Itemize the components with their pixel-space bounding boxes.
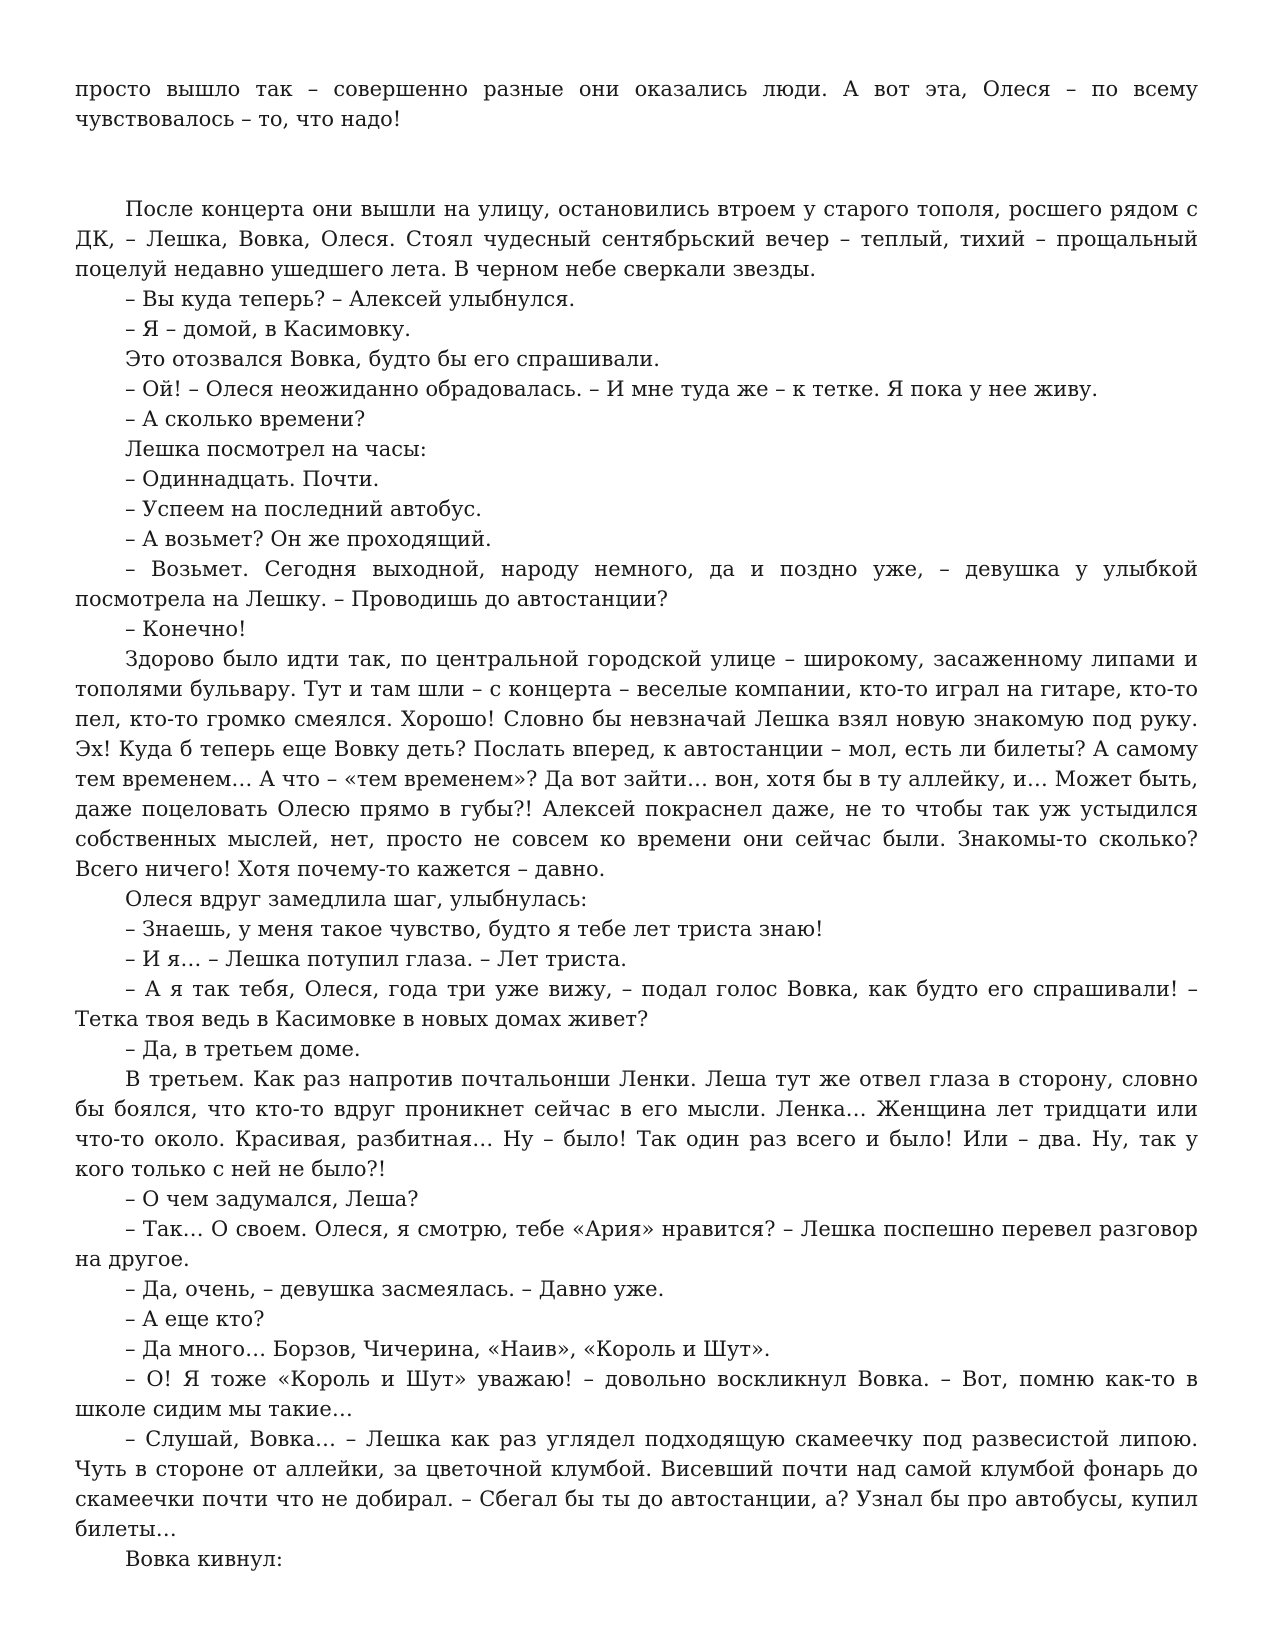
paragraph: – Я – домой, в Касимовку. xyxy=(125,317,411,341)
paragraph: Олеся вдруг замедлила шаг, улыбнулась: xyxy=(125,887,588,911)
paragraph: В третьем. Как раз напротив почтальонши Ленки. Леша тут же отвел глаза в сторону, словно бы боялся, что кто-то вдруг проникнет сейчас в его мысли. Ленка… Женщина лет тридцати или что-то около. Красивая, разбитная… Ну – было! Так один раз всего и было! Или – два. Ну, так у кого только с ней не было?! xyxy=(75,1067,1198,1181)
paragraph: Это отозвался Вовка, будто бы его спрашивали. xyxy=(125,347,660,371)
paragraph: – А сколько времени? xyxy=(125,407,366,431)
paragraph: Лешка посмотрел на часы: xyxy=(125,437,427,461)
document-body xyxy=(75,194,1198,1574)
document-page xyxy=(75,74,1198,1574)
paragraph: – Так… О своем. Олеся, я смотрю, тебе «Ария» нравится? – Лешка поспешно перевел разговор на другое. xyxy=(75,1217,1198,1271)
paragraph: – Да, в третьем доме. xyxy=(125,1037,361,1061)
paragraph: – Да много… Борзов, Чичерина, «Наив», «Король и Шут». xyxy=(125,1337,771,1361)
paragraph: – Одиннадцать. Почти. xyxy=(125,467,380,491)
paragraph: – Знаешь, у меня такое чувство, будто я тебе лет триста знаю! xyxy=(125,917,824,941)
paragraph: – А я так тебя, Олеся, года три уже вижу, – подал голос Вовка, как будто его спрашивали! – Тетка твоя ведь в Касимовке в новых домах живет? xyxy=(75,977,1198,1031)
opening-paragraph: просто вышло так – совершенно разные они оказались люди. А вот эта, Олеся – по всему чувствовалось – то, что надо! xyxy=(75,77,1198,131)
paragraph: – О чем задумался, Леша? xyxy=(125,1187,419,1211)
paragraph: После концерта они вышли на улицу, остановились втроем у старого тополя, росшего рядом с ДК, – Лешка, Вовка, Олеся. Стоял чудесный сентябрьский вечер – теплый, тихий – прощальный поцелуй недавно ушедшего лета. В черном небе сверкали звезды. xyxy=(75,197,1198,281)
paragraph: Здорово было идти так, по центральной городской улице – широкому, засаженному липами и тополями бульвару. Тут и там шли – с концерта – веселые компании, кто-то играл на гитаре, кто-то пел, кто-то громко смеялся. Хорошо! Словно бы невзначай Лешка взял новую знакомую под руку. Эх! Куда б теперь еще Вовку деть? Послать вперед, к автостанции – мол, есть ли билеты? А самому тем временем… А что – «тем временем»? Да вот зайти… вон, хотя бы в ту аллейку, и… Может быть, даже поцеловать Олесю прямо в губы?! Алексей покраснел даже, не то чтобы так уж устыдился собственных мыслей, нет, просто не совсем ко времени они сейчас были. Знакомы-то сколько? Всего ничего! Хотя почему-то кажется – давно. xyxy=(75,647,1198,881)
paragraph: – А еще кто? xyxy=(125,1307,265,1331)
paragraph: – Конечно! xyxy=(125,617,247,641)
section-break xyxy=(75,134,1198,194)
paragraph: – Да, очень, – девушка засмеялась. – Давно уже. xyxy=(125,1277,665,1301)
paragraph: Вовка кивнул: xyxy=(125,1547,283,1571)
paragraph: – Слушай, Вовка… – Лешка как раз углядел подходящую скамеечку под развесистой липою. Чуть в стороне от аллейки, за цветочной клумбой. Висевший почти над самой клумбой фонарь до скамеечки почти что не добирал. – Сбегал бы ты до автостанции, а? Узнал бы про автобусы, купил билеты… xyxy=(75,1427,1198,1541)
paragraph: – Возьмет. Сегодня выходной, народу немного, да и поздно уже, – девушка у улыбкой посмотрела на Лешку. – Проводишь до автостанции? xyxy=(75,557,1198,611)
paragraph: – О! Я тоже «Король и Шут» уважаю! – довольно воскликнул Вовка. – Вот, помню как-то в школе сидим мы такие… xyxy=(75,1367,1198,1421)
paragraph: – Успеем на последний автобус. xyxy=(125,497,482,521)
paragraph: – Ой! – Олеся неожиданно обрадовалась. – И мне туда же – к тетке. Я пока у нее живу. xyxy=(125,377,1099,401)
paragraph: – А возьмет? Он же проходящий. xyxy=(125,527,492,551)
paragraph: – Вы куда теперь? – Алексей улыбнулся. xyxy=(125,287,576,311)
paragraph: – И я… – Лешка потупил глаза. – Лет триста. xyxy=(125,947,627,971)
